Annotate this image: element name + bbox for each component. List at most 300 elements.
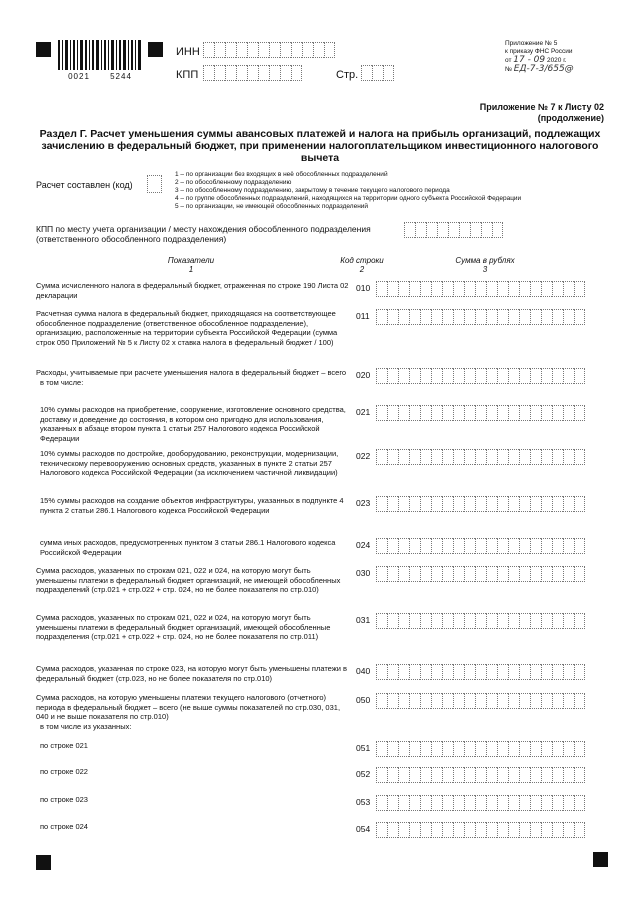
entry-cell[interactable] [398, 741, 409, 757]
entry-cell[interactable] [453, 538, 464, 554]
entry-cell[interactable] [497, 538, 508, 554]
entry-cell[interactable] [563, 405, 574, 421]
entry-cell[interactable] [431, 613, 442, 629]
entry-cell[interactable] [519, 664, 530, 680]
entry-cell[interactable] [409, 767, 420, 783]
entry-cell[interactable] [420, 496, 431, 512]
entry-cell[interactable] [574, 496, 585, 512]
amount-field-040[interactable] [376, 664, 585, 680]
entry-cell[interactable] [508, 566, 519, 582]
entry-cell[interactable] [280, 42, 291, 58]
entry-cell[interactable] [475, 405, 486, 421]
entry-cell[interactable] [563, 566, 574, 582]
entry-cell[interactable] [530, 566, 541, 582]
entry-cell[interactable] [437, 222, 448, 238]
entry-cell[interactable] [409, 613, 420, 629]
entry-cell[interactable] [497, 496, 508, 512]
amount-field-031[interactable] [376, 613, 585, 629]
entry-cell[interactable] [563, 664, 574, 680]
entry-cell[interactable] [552, 693, 563, 709]
entry-cell[interactable] [508, 795, 519, 811]
entry-cell[interactable] [475, 566, 486, 582]
entry-cell[interactable] [530, 309, 541, 325]
entry-cell[interactable] [442, 664, 453, 680]
entry-cell[interactable] [486, 405, 497, 421]
entry-cell[interactable] [398, 566, 409, 582]
entry-cell[interactable] [497, 449, 508, 465]
entry-cell[interactable] [409, 309, 420, 325]
entry-cell[interactable] [475, 449, 486, 465]
entry-cell[interactable] [563, 613, 574, 629]
entry-cell[interactable] [552, 368, 563, 384]
entry-cell[interactable] [431, 496, 442, 512]
entry-cell[interactable] [453, 613, 464, 629]
kpp-field[interactable] [203, 65, 302, 81]
entry-cell[interactable] [497, 368, 508, 384]
entry-cell[interactable] [574, 664, 585, 680]
entry-cell[interactable] [563, 449, 574, 465]
entry-cell[interactable] [464, 449, 475, 465]
entry-cell[interactable] [552, 664, 563, 680]
entry-cell[interactable] [519, 368, 530, 384]
entry-cell[interactable] [464, 693, 475, 709]
entry-cell[interactable] [420, 309, 431, 325]
entry-cell[interactable] [387, 368, 398, 384]
entry-cell[interactable] [519, 741, 530, 757]
entry-cell[interactable] [442, 693, 453, 709]
entry-cell[interactable] [475, 767, 486, 783]
entry-cell[interactable] [574, 822, 585, 838]
entry-cell[interactable] [563, 368, 574, 384]
amount-field-053[interactable] [376, 795, 585, 811]
entry-cell[interactable] [464, 281, 475, 297]
entry-cell[interactable] [420, 538, 431, 554]
entry-cell[interactable] [420, 405, 431, 421]
entry-cell[interactable] [475, 368, 486, 384]
entry-cell[interactable] [431, 405, 442, 421]
entry-cell[interactable] [409, 664, 420, 680]
entry-cell[interactable] [541, 566, 552, 582]
entry-cell[interactable] [519, 405, 530, 421]
entry-cell[interactable] [247, 42, 258, 58]
entry-cell[interactable] [398, 449, 409, 465]
entry-cell[interactable] [563, 795, 574, 811]
entry-cell[interactable] [453, 368, 464, 384]
entry-cell[interactable] [475, 281, 486, 297]
entry-cell[interactable] [313, 42, 324, 58]
entry-cell[interactable] [387, 613, 398, 629]
entry-cell[interactable] [442, 281, 453, 297]
entry-cell[interactable] [541, 449, 552, 465]
entry-cell[interactable] [431, 309, 442, 325]
entry-cell[interactable] [508, 664, 519, 680]
entry-cell[interactable] [486, 538, 497, 554]
entry-cell[interactable] [420, 741, 431, 757]
entry-cell[interactable] [431, 693, 442, 709]
entry-cell[interactable] [376, 566, 387, 582]
entry-cell[interactable] [497, 281, 508, 297]
amount-field-020[interactable] [376, 368, 585, 384]
entry-cell[interactable] [519, 566, 530, 582]
entry-cell[interactable] [247, 65, 258, 81]
entry-cell[interactable] [431, 281, 442, 297]
entry-cell[interactable] [376, 693, 387, 709]
entry-cell[interactable] [475, 309, 486, 325]
entry-cell[interactable] [409, 449, 420, 465]
entry-cell[interactable] [497, 405, 508, 421]
entry-cell[interactable] [574, 309, 585, 325]
entry-cell[interactable] [291, 65, 302, 81]
entry-cell[interactable] [486, 741, 497, 757]
entry-cell[interactable] [302, 42, 313, 58]
entry-cell[interactable] [541, 822, 552, 838]
entry-cell[interactable] [563, 538, 574, 554]
inn-field[interactable] [203, 42, 335, 58]
entry-cell[interactable] [324, 42, 335, 58]
entry-cell[interactable] [376, 613, 387, 629]
amount-field-023[interactable] [376, 496, 585, 512]
entry-cell[interactable] [280, 65, 291, 81]
amount-field-051[interactable] [376, 741, 585, 757]
entry-cell[interactable] [376, 795, 387, 811]
entry-cell[interactable] [486, 449, 497, 465]
entry-cell[interactable] [291, 42, 302, 58]
entry-cell[interactable] [225, 42, 236, 58]
entry-cell[interactable] [269, 42, 280, 58]
entry-cell[interactable] [236, 42, 247, 58]
entry-cell[interactable] [541, 405, 552, 421]
entry-cell[interactable] [442, 566, 453, 582]
entry-cell[interactable] [409, 822, 420, 838]
entry-cell[interactable] [376, 767, 387, 783]
entry-cell[interactable] [519, 281, 530, 297]
entry-cell[interactable] [376, 496, 387, 512]
entry-cell[interactable] [475, 795, 486, 811]
entry-cell[interactable] [497, 795, 508, 811]
entry-cell[interactable] [486, 822, 497, 838]
entry-cell[interactable] [486, 693, 497, 709]
entry-cell[interactable] [508, 538, 519, 554]
entry-cell[interactable] [420, 664, 431, 680]
entry-cell[interactable] [519, 795, 530, 811]
entry-cell[interactable] [453, 693, 464, 709]
amount-field-054[interactable] [376, 822, 585, 838]
entry-cell[interactable] [420, 795, 431, 811]
entry-cell[interactable] [431, 664, 442, 680]
entry-cell[interactable] [563, 741, 574, 757]
entry-cell[interactable] [442, 822, 453, 838]
entry-cell[interactable] [431, 767, 442, 783]
entry-cell[interactable] [541, 693, 552, 709]
entry-cell[interactable] [398, 822, 409, 838]
entry-cell[interactable] [398, 281, 409, 297]
entry-cell[interactable] [475, 664, 486, 680]
entry-cell[interactable] [214, 42, 225, 58]
entry-cell[interactable] [508, 613, 519, 629]
entry-cell[interactable] [530, 368, 541, 384]
entry-cell[interactable] [431, 449, 442, 465]
entry-cell[interactable] [453, 741, 464, 757]
entry-cell[interactable] [530, 281, 541, 297]
entry-cell[interactable] [574, 795, 585, 811]
entry-cell[interactable] [464, 538, 475, 554]
entry-cell[interactable] [475, 741, 486, 757]
entry-cell[interactable] [376, 822, 387, 838]
entry-cell[interactable] [541, 795, 552, 811]
entry-cell[interactable] [552, 538, 563, 554]
entry-cell[interactable] [508, 822, 519, 838]
entry-cell[interactable] [519, 613, 530, 629]
amount-field-021[interactable] [376, 405, 585, 421]
entry-cell[interactable] [387, 405, 398, 421]
entry-cell[interactable] [376, 309, 387, 325]
entry-cell[interactable] [530, 496, 541, 512]
entry-cell[interactable] [574, 613, 585, 629]
entry-cell[interactable] [541, 368, 552, 384]
entry-cell[interactable] [398, 496, 409, 512]
entry-cell[interactable] [398, 538, 409, 554]
entry-cell[interactable] [464, 767, 475, 783]
entry-cell[interactable] [519, 309, 530, 325]
entry-cell[interactable] [530, 538, 541, 554]
entry-cell[interactable] [530, 664, 541, 680]
entry-cell[interactable] [508, 309, 519, 325]
entry-cell[interactable] [453, 822, 464, 838]
entry-cell[interactable] [442, 449, 453, 465]
entry-cell[interactable] [464, 405, 475, 421]
entry-cell[interactable] [552, 449, 563, 465]
entry-cell[interactable] [431, 822, 442, 838]
entry-cell[interactable] [376, 449, 387, 465]
entry-cell[interactable] [376, 281, 387, 297]
entry-cell[interactable] [442, 405, 453, 421]
entry-cell[interactable] [530, 693, 541, 709]
entry-cell[interactable] [508, 281, 519, 297]
entry-cell[interactable] [541, 538, 552, 554]
entry-cell[interactable] [508, 741, 519, 757]
entry-cell[interactable] [563, 496, 574, 512]
entry-cell[interactable] [398, 405, 409, 421]
entry-cell[interactable] [420, 566, 431, 582]
entry-cell[interactable] [431, 795, 442, 811]
entry-cell[interactable] [574, 741, 585, 757]
entry-cell[interactable] [530, 767, 541, 783]
entry-cell[interactable] [387, 664, 398, 680]
entry-cell[interactable] [519, 496, 530, 512]
entry-cell[interactable] [541, 309, 552, 325]
entry-cell[interactable] [387, 449, 398, 465]
entry-cell[interactable] [420, 368, 431, 384]
entry-cell[interactable] [398, 693, 409, 709]
entry-cell[interactable] [453, 281, 464, 297]
entry-cell[interactable] [453, 449, 464, 465]
entry-cell[interactable] [387, 822, 398, 838]
entry-cell[interactable] [530, 613, 541, 629]
entry-cell[interactable] [387, 566, 398, 582]
entry-cell[interactable] [508, 405, 519, 421]
entry-cell[interactable] [563, 693, 574, 709]
page-number-field[interactable] [361, 65, 394, 81]
entry-cell[interactable] [442, 767, 453, 783]
entry-cell[interactable] [519, 822, 530, 838]
entry-cell[interactable] [486, 496, 497, 512]
entry-cell[interactable] [552, 741, 563, 757]
entry-cell[interactable] [464, 566, 475, 582]
entry-cell[interactable] [530, 405, 541, 421]
entry-cell[interactable] [563, 767, 574, 783]
entry-cell[interactable] [519, 449, 530, 465]
entry-cell[interactable] [404, 222, 415, 238]
entry-cell[interactable] [409, 741, 420, 757]
entry-cell[interactable] [497, 822, 508, 838]
entry-cell[interactable] [574, 566, 585, 582]
entry-cell[interactable] [398, 795, 409, 811]
entry-cell[interactable] [481, 222, 492, 238]
entry-cell[interactable] [508, 693, 519, 709]
entry-cell[interactable] [530, 741, 541, 757]
entry-cell[interactable] [269, 65, 280, 81]
entry-cell[interactable] [464, 795, 475, 811]
entry-cell[interactable] [383, 65, 394, 81]
entry-cell[interactable] [563, 281, 574, 297]
entry-cell[interactable] [431, 741, 442, 757]
entry-cell[interactable] [361, 65, 372, 81]
entry-cell[interactable] [431, 368, 442, 384]
entry-cell[interactable] [387, 795, 398, 811]
entry-cell[interactable] [574, 449, 585, 465]
entry-cell[interactable] [508, 449, 519, 465]
entry-cell[interactable] [574, 405, 585, 421]
entry-cell[interactable] [387, 309, 398, 325]
entry-cell[interactable] [541, 613, 552, 629]
entry-cell[interactable] [453, 405, 464, 421]
entry-cell[interactable] [486, 613, 497, 629]
entry-cell[interactable] [486, 664, 497, 680]
entry-cell[interactable] [519, 693, 530, 709]
entry-cell[interactable] [508, 767, 519, 783]
entry-cell[interactable] [426, 222, 437, 238]
entry-cell[interactable] [486, 767, 497, 783]
entry-cell[interactable] [258, 65, 269, 81]
entry-cell[interactable] [398, 368, 409, 384]
entry-cell[interactable] [552, 795, 563, 811]
entry-cell[interactable] [486, 795, 497, 811]
entry-cell[interactable] [453, 795, 464, 811]
entry-cell[interactable] [453, 664, 464, 680]
entry-cell[interactable] [574, 767, 585, 783]
entry-cell[interactable] [486, 281, 497, 297]
entry-cell[interactable] [398, 309, 409, 325]
entry-cell[interactable] [530, 449, 541, 465]
entry-cell[interactable] [475, 822, 486, 838]
entry-cell[interactable] [398, 767, 409, 783]
entry-cell[interactable] [574, 281, 585, 297]
entry-cell[interactable] [453, 496, 464, 512]
entry-cell[interactable] [464, 496, 475, 512]
entry-cell[interactable] [552, 281, 563, 297]
entry-cell[interactable] [420, 693, 431, 709]
entry-cell[interactable] [376, 538, 387, 554]
entry-cell[interactable] [464, 309, 475, 325]
entry-cell[interactable] [442, 795, 453, 811]
entry-cell[interactable] [420, 281, 431, 297]
entry-cell[interactable] [203, 65, 214, 81]
entry-cell[interactable] [372, 65, 383, 81]
entry-cell[interactable] [508, 496, 519, 512]
entry-cell[interactable] [258, 42, 269, 58]
amount-field-050[interactable] [376, 693, 585, 709]
entry-cell[interactable] [475, 693, 486, 709]
entry-cell[interactable] [497, 664, 508, 680]
entry-cell[interactable] [420, 822, 431, 838]
entry-cell[interactable] [563, 822, 574, 838]
entry-cell[interactable] [552, 822, 563, 838]
entry-cell[interactable] [530, 795, 541, 811]
entry-cell[interactable] [563, 309, 574, 325]
entry-cell[interactable] [464, 664, 475, 680]
entry-cell[interactable] [398, 613, 409, 629]
entry-cell[interactable] [541, 767, 552, 783]
entry-cell[interactable] [574, 368, 585, 384]
amount-field-010[interactable] [376, 281, 585, 297]
entry-cell[interactable] [442, 741, 453, 757]
entry-cell[interactable] [376, 741, 387, 757]
entry-cell[interactable] [409, 795, 420, 811]
entry-cell[interactable] [459, 222, 470, 238]
entry-cell[interactable] [236, 65, 247, 81]
entry-cell[interactable] [552, 767, 563, 783]
entry-cell[interactable] [387, 538, 398, 554]
amount-field-024[interactable] [376, 538, 585, 554]
entry-cell[interactable] [552, 309, 563, 325]
entry-cell[interactable] [431, 538, 442, 554]
entry-cell[interactable] [409, 566, 420, 582]
entry-cell[interactable] [431, 566, 442, 582]
entry-cell[interactable] [442, 496, 453, 512]
entry-cell[interactable] [508, 368, 519, 384]
entry-cell[interactable] [376, 664, 387, 680]
entry-cell[interactable] [552, 566, 563, 582]
entry-cell[interactable] [420, 613, 431, 629]
entry-cell[interactable] [497, 741, 508, 757]
entry-cell[interactable] [453, 566, 464, 582]
kpp-location-field[interactable] [404, 222, 503, 238]
entry-cell[interactable] [497, 566, 508, 582]
amount-field-030[interactable] [376, 566, 585, 582]
entry-cell[interactable] [486, 309, 497, 325]
entry-cell[interactable] [409, 693, 420, 709]
entry-cell[interactable] [442, 538, 453, 554]
entry-cell[interactable] [415, 222, 426, 238]
entry-cell[interactable] [574, 538, 585, 554]
entry-cell[interactable] [387, 767, 398, 783]
entry-cell[interactable] [519, 538, 530, 554]
entry-cell[interactable] [214, 65, 225, 81]
entry-cell[interactable] [497, 309, 508, 325]
entry-cell[interactable] [492, 222, 503, 238]
entry-cell[interactable] [387, 693, 398, 709]
entry-cell[interactable] [442, 368, 453, 384]
entry-cell[interactable] [530, 822, 541, 838]
entry-cell[interactable] [225, 65, 236, 81]
entry-cell[interactable] [398, 664, 409, 680]
entry-cell[interactable] [387, 741, 398, 757]
entry-cell[interactable] [376, 368, 387, 384]
entry-cell[interactable] [409, 538, 420, 554]
amount-field-052[interactable] [376, 767, 585, 783]
entry-cell[interactable] [497, 767, 508, 783]
entry-cell[interactable] [464, 368, 475, 384]
